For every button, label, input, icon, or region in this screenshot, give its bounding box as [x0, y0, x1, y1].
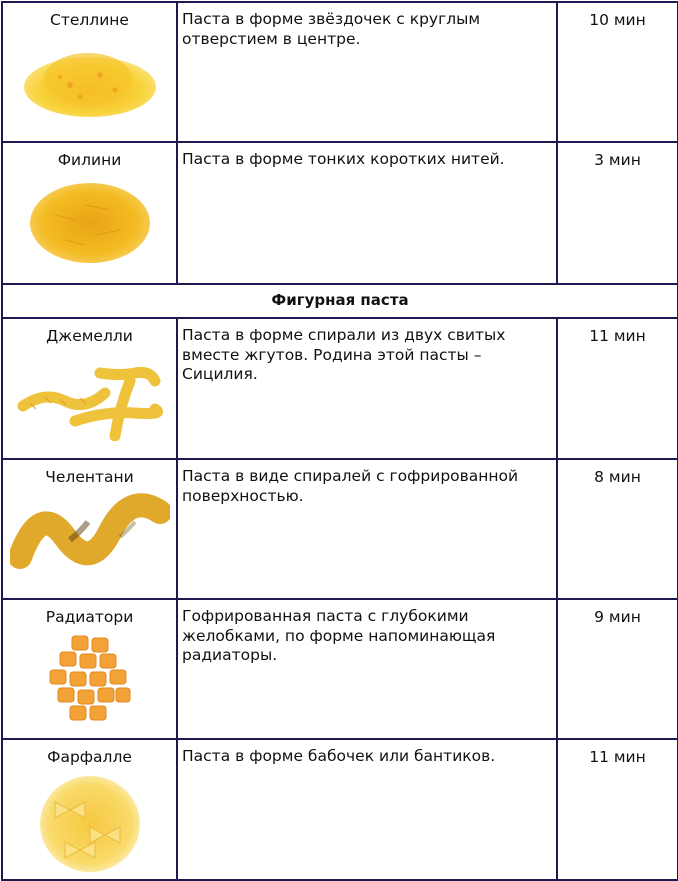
name-cell	[2, 599, 177, 739]
section-header-row	[2, 284, 678, 318]
pasta-name: Челентани	[45, 468, 134, 486]
name-cell	[2, 318, 177, 459]
radiatori-pasta-image	[42, 632, 137, 727]
time-cell: 9 мин	[557, 599, 678, 739]
pasta-name: Фарфалле	[47, 748, 132, 766]
pasta-table	[1, 1, 678, 881]
farfalle-pasta-image	[35, 772, 145, 877]
table-row	[2, 459, 678, 599]
pasta-name: Джемелли	[46, 327, 133, 345]
pasta-name: Стеллине	[50, 11, 129, 29]
description-cell: Паста в форме тонких коротких нитей.	[177, 142, 557, 284]
pasta-name: Филини	[57, 151, 122, 169]
name-cell	[2, 739, 177, 880]
description-cell: Паста в форме бабочек или бантиков.	[177, 739, 557, 880]
time-cell: 11 мин	[557, 739, 678, 880]
gemelli-pasta-image	[15, 351, 165, 441]
name-cell	[2, 142, 177, 284]
time-cell: 11 мин	[557, 318, 678, 459]
table-row	[2, 599, 678, 739]
description-cell: Паста в форме звёздочек с круглым отверстием в центре.	[177, 2, 557, 142]
name-cell	[2, 2, 177, 142]
name-cell	[2, 459, 177, 599]
time-cell: 8 мин	[557, 459, 678, 599]
description-cell: Паста в виде спиралей с гофрированной поверхностью.	[177, 459, 557, 599]
table-row	[2, 2, 678, 142]
cellentani-pasta-image	[10, 492, 170, 572]
time-cell: 3 мин	[557, 142, 678, 284]
section-header: Фигурная паста	[2, 284, 678, 318]
description-cell: Гофрированная паста с глубокими желобками, по форме напоминающая радиаторы.	[177, 599, 557, 739]
table-row	[2, 739, 678, 880]
table-row	[2, 318, 678, 459]
description-cell: Паста в форме спирали из двух свитых вместе жгутов. Родина этой пасты – Сицилия.	[177, 318, 557, 459]
pasta-name: Радиатори	[45, 608, 134, 626]
table-row	[2, 142, 678, 284]
stelline-pasta-image	[20, 35, 160, 125]
filini-pasta-image	[25, 175, 155, 270]
time-cell: 10 мин	[557, 2, 678, 142]
